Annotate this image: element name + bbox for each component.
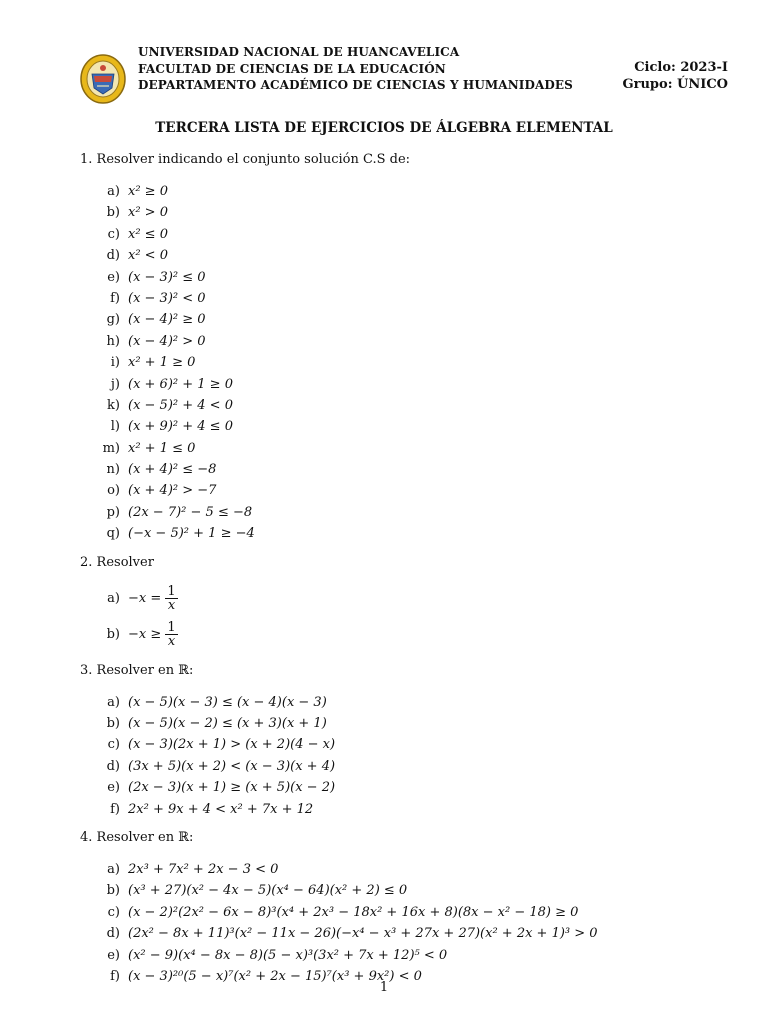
document-title: TERCERA LISTA DE EJERCICIOS DE ÁLGEBRA ELEMENTAL (155, 120, 613, 136)
exercise-item (80, 945, 730, 966)
item-expression: (x − 2)²(2x² − 6x − 8)³(x⁴ + 2x³ − 18x² + 16x + 8)(8x − x² − 18) ≥ 0 (128, 904, 579, 920)
item-expression: (x − 3)²⁰(5 − x)⁷(x² + 2x − 15)⁷(x³ + 9x²) < 0 (128, 968, 422, 984)
item-label: e) (107, 269, 120, 285)
exercise-item (80, 331, 730, 352)
exercise-item (80, 923, 730, 944)
exercise-item (80, 880, 730, 901)
exercise-item (80, 395, 730, 416)
exercise-item (80, 202, 730, 223)
item-label: d) (106, 758, 120, 774)
exercise-item (80, 502, 730, 523)
exercise-list (80, 151, 730, 987)
item-expression: (x + 4)² > −7 (128, 483, 217, 499)
item-label: f) (110, 968, 120, 984)
institution-block (138, 44, 573, 94)
exercise-item (80, 734, 730, 755)
grupo-label: Grupo: ÚNICO (622, 76, 728, 92)
exercise-item (80, 777, 730, 798)
exercise-item (80, 692, 730, 713)
item-expression: (2x − 3)(x + 1) ≥ (x + 5)(x − 2) (128, 780, 336, 796)
fraction-denominator: x (167, 597, 176, 613)
item-expression: (x + 4)² ≤ −8 (128, 462, 217, 478)
item-label: k) (107, 397, 120, 413)
exercise-item (80, 416, 730, 437)
question-4-items (80, 859, 730, 987)
item-label: a) (107, 694, 120, 710)
item-label: f) (110, 801, 120, 817)
item-label: l) (110, 419, 120, 435)
item-label: p) (106, 504, 120, 520)
question-3: 3. Resolver en ℝ: (80, 662, 194, 678)
exercise-item (80, 902, 730, 923)
item-label: b) (106, 883, 120, 899)
exercise-item (80, 581, 730, 617)
exercise-item (80, 438, 730, 459)
item-label: a) (107, 184, 120, 199)
question-1-items (80, 181, 730, 545)
fraction-numerator: 1 (167, 619, 176, 635)
item-label: c) (107, 226, 120, 242)
exercise-item (80, 799, 730, 820)
item-label: h) (106, 333, 120, 349)
item-expression: (x − 5)(x − 2) ≤ (x + 3)(x + 1) (128, 716, 327, 732)
item-expression: 2x² + 9x + 4 < x² + 7x + 12 (128, 801, 314, 817)
exercise-item (80, 459, 730, 480)
item-label: d) (106, 926, 120, 942)
exercise-item (80, 224, 730, 245)
exercise-item (80, 245, 730, 266)
exercise-item (80, 480, 730, 501)
exercise-item (80, 617, 730, 653)
fraction (165, 621, 177, 648)
item-expression: x² ≥ 0 (128, 184, 168, 199)
item-label: c) (107, 737, 120, 753)
item-label: a) (107, 590, 120, 606)
university-seal-icon (78, 54, 128, 104)
exercise-item (80, 288, 730, 309)
question-3-items (80, 692, 730, 820)
item-expression: (x − 5)² + 4 < 0 (128, 397, 233, 413)
item-expression-lhs: −x = (128, 590, 162, 606)
course-info (623, 60, 728, 93)
item-label: f) (110, 290, 120, 306)
item-label: j) (110, 376, 120, 392)
item-label: a) (107, 861, 120, 877)
item-expression: 2x³ + 7x² + 2x − 3 < 0 (128, 861, 279, 877)
question-2: 2. Resolver (80, 554, 154, 570)
exercise-item (80, 859, 730, 880)
question-4: 4. Resolver en ℝ: (80, 829, 194, 845)
item-label: b) (106, 626, 120, 642)
item-expression: (3x + 5)(x + 2) < (x − 3)(x + 4) (128, 758, 336, 774)
department-name: DEPARTAMENTO ACADÉMICO DE CIENCIAS Y HUMANIDADES (138, 78, 573, 92)
exercise-item (80, 713, 730, 734)
item-label: o) (107, 483, 120, 499)
exercise-item (80, 374, 730, 395)
ciclo-label: Ciclo: 2023-I (634, 60, 728, 75)
item-expression: x² > 0 (128, 205, 168, 221)
item-expression: (x − 3)² < 0 (128, 290, 206, 306)
exercise-item (80, 352, 730, 373)
item-expression: (x + 6)² + 1 ≥ 0 (128, 376, 233, 392)
item-expression: (x − 3)(2x + 1) > (x + 2)(4 − x) (128, 737, 336, 753)
exercise-item (80, 267, 730, 288)
fraction-numerator: 1 (167, 583, 176, 599)
fraction-denominator: x (167, 633, 176, 649)
exercise-item (80, 181, 730, 202)
item-label: q) (106, 526, 120, 542)
item-expression-lhs: −x ≥ (128, 626, 162, 642)
page-header (78, 44, 728, 100)
exercise-item (80, 523, 730, 544)
item-label: g) (106, 312, 120, 328)
item-expression: (2x² − 8x + 11)³(x² − 11x − 26)(−x⁴ − x³ + 27x + 27)(x² + 2x + 1)³ > 0 (128, 926, 598, 942)
page-number: 1 (379, 980, 389, 995)
item-expression: (2x − 7)² − 5 ≤ −8 (128, 504, 253, 520)
item-label: d) (106, 248, 120, 264)
item-expression: x² + 1 ≥ 0 (128, 355, 196, 371)
item-label: m) (102, 440, 120, 456)
question-2-items (80, 581, 730, 653)
item-label: b) (106, 716, 120, 732)
item-expression: (x + 9)² + 4 ≤ 0 (128, 419, 233, 435)
item-expression: x² + 1 ≤ 0 (128, 440, 196, 456)
item-label: c) (107, 904, 120, 920)
faculty-name: FACULTAD DE CIENCIAS DE LA EDUCACIÓN (138, 61, 446, 76)
item-expression: (x − 4)² ≥ 0 (128, 312, 206, 328)
item-label: i) (110, 355, 120, 371)
item-expression: (x − 3)² ≤ 0 (128, 269, 206, 285)
item-expression: (x² − 9)(x⁴ − 8x − 8)(5 − x)³(3x² + 7x + 12)⁵ < 0 (128, 947, 448, 963)
item-label: e) (107, 947, 120, 963)
item-expression: x² ≤ 0 (128, 226, 168, 242)
item-label: n) (106, 462, 120, 478)
exercise-item (80, 756, 730, 777)
item-expression: (x³ + 27)(x² − 4x − 5)(x⁴ − 64)(x² + 2) ≤ 0 (128, 883, 408, 899)
item-expression: x² < 0 (128, 248, 168, 264)
exercise-item (80, 309, 730, 330)
item-expression: (−x − 5)² + 1 ≥ −4 (128, 526, 255, 542)
university-name: UNIVERSIDAD NACIONAL DE HUANCAVELICA (138, 45, 460, 59)
item-expression: (x − 4)² > 0 (128, 333, 206, 349)
item-expression: (x − 5)(x − 3) ≤ (x − 4)(x − 3) (128, 694, 327, 710)
fraction (165, 585, 177, 612)
item-label: e) (107, 780, 120, 796)
question-1: 1. Resolver indicando el conjunto solución C.S de: (80, 152, 411, 167)
item-label: b) (106, 205, 120, 221)
